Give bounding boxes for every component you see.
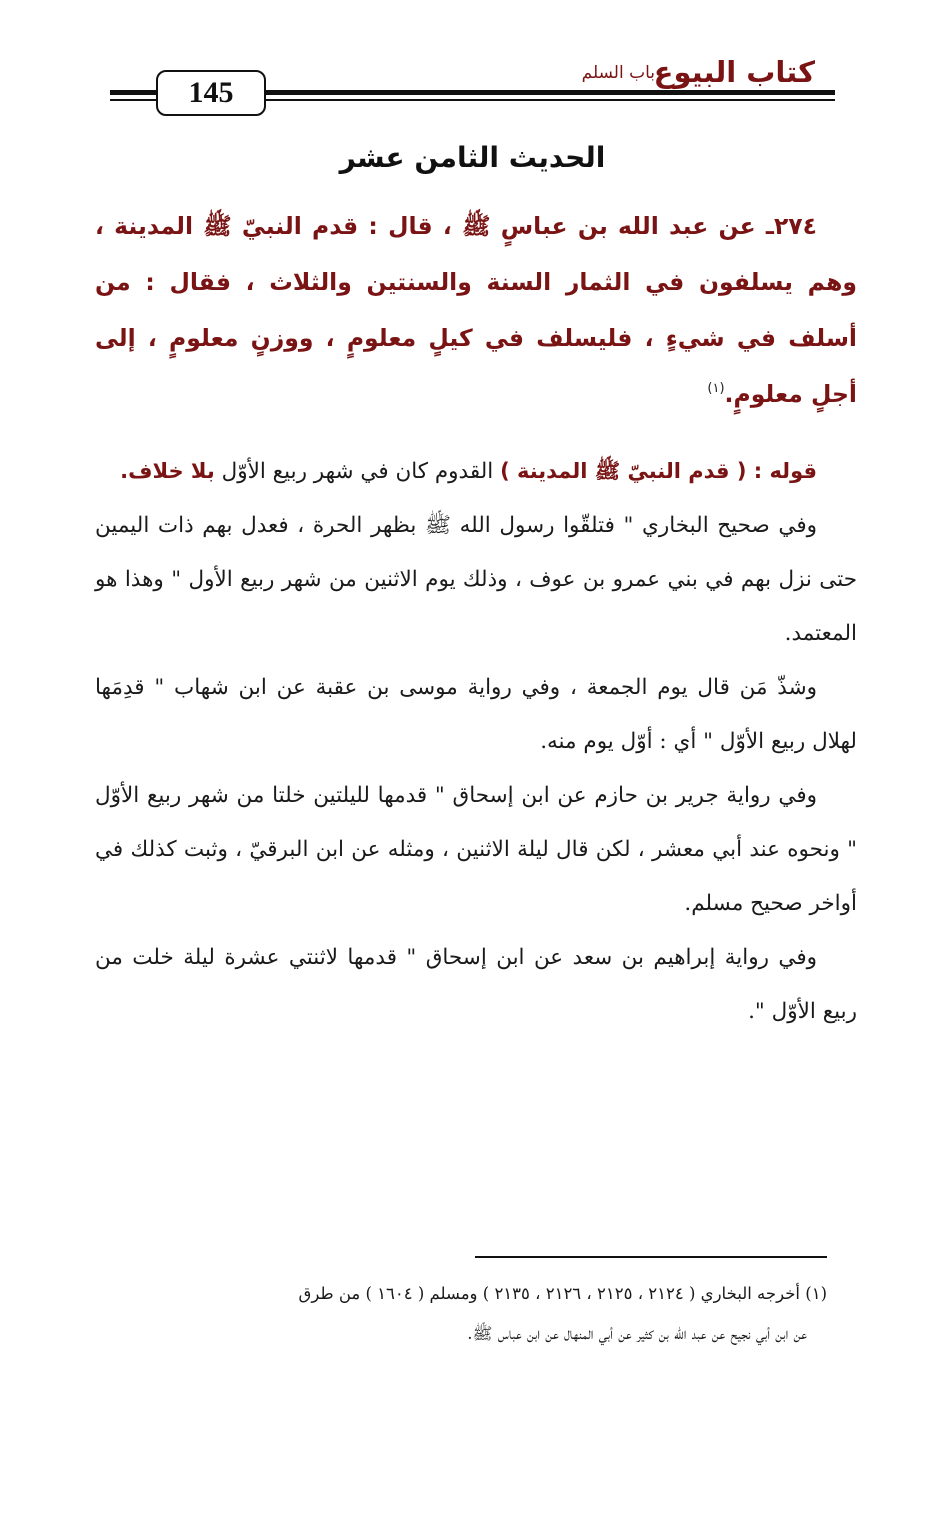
page-number-box: [156, 70, 266, 116]
footnote-marker: (١): [707, 381, 725, 396]
commentary-paragraph-1: [95, 444, 857, 499]
commentary-paragraph-2: وفي صحيح البخاري " فتلقّوا رسول الله ﷺ بظهر الحرة ، فعدل بهم ذات اليمين حتى نزل بهم في بني عمرو بن عوف ، وذلك يوم الاثنين من شهر ربيع الأول " وهذا هو المعتمد.: [95, 513, 857, 646]
footnote-line-1: (١) أخرجه البخاري ( ٢١٢٤ ، ٢١٢٥ ، ٢١٢٦ ، ٢١٣٥ ) ومسلم ( ١٦٠٤ ) من طرق: [298, 1284, 827, 1303]
commentary-quote: قوله : ( قدم النبيّ ﷺ المدينة ): [500, 459, 817, 483]
hadith-text-block: [95, 198, 857, 422]
book-title: كتاب البيوع: [653, 55, 815, 89]
page-header: [110, 48, 835, 128]
hadith-paragraph: [95, 198, 857, 422]
commentary-block: [95, 444, 857, 1039]
page-number: 145: [188, 76, 234, 109]
commentary-paragraph-4: وفي رواية جرير بن حازم عن ابن إسحاق " قدمها لليلتين خلتا من شهر ربيع الأوّل " ونحوه عند أبي معشر ، لكن قال ليلة الاثنين ، ومثله عن ابن البرقيّ ، وثبت كذلك في أواخر صحيح مسلم.: [95, 783, 857, 916]
footnote-line-2: عن ابن أبي نجيح عن عبد الله بن كثير عن أبي المنهال عن ابن عباس ﷺ.: [467, 1324, 807, 1343]
commentary-paragraph-3: وشذّ مَن قال يوم الجمعة ، وفي رواية موسى بن عقبة عن ابن شهاب " قدِمَها لهلال ربيع الأوّل " أي : أوّل يوم منه.: [95, 675, 857, 754]
footnote-separator: [475, 1256, 827, 1258]
chapter-title: باب السلم: [581, 63, 655, 83]
commentary-paragraph-5: وفي رواية إبراهيم بن سعد عن ابن إسحاق " قدمها لاثنتي عشرة ليلة خلت من ربيع الأوّل ".: [95, 945, 857, 1024]
commentary-emphasis: بلا خلاف.: [120, 459, 215, 483]
footnotes-block: [108, 1274, 827, 1354]
commentary-text-1: القدوم كان في شهر ربيع الأوّل: [214, 459, 501, 484]
hadith-title: الحديث الثامن عشر: [339, 141, 606, 174]
hadith-text: ٢٧٤ـ عن عبد الله بن عباسٍ ﷺ ، قال : قدم النبيّ ﷺ المدينة ، وهم يسلفون في الثمار السنة والسنتين والثلاث ، فقال : من أسلف في شيءٍ ، فليسلف في كيلٍ معلومٍ ، ووزنٍ معلومٍ ، إلى أجلٍ معلومٍ.: [95, 212, 857, 408]
